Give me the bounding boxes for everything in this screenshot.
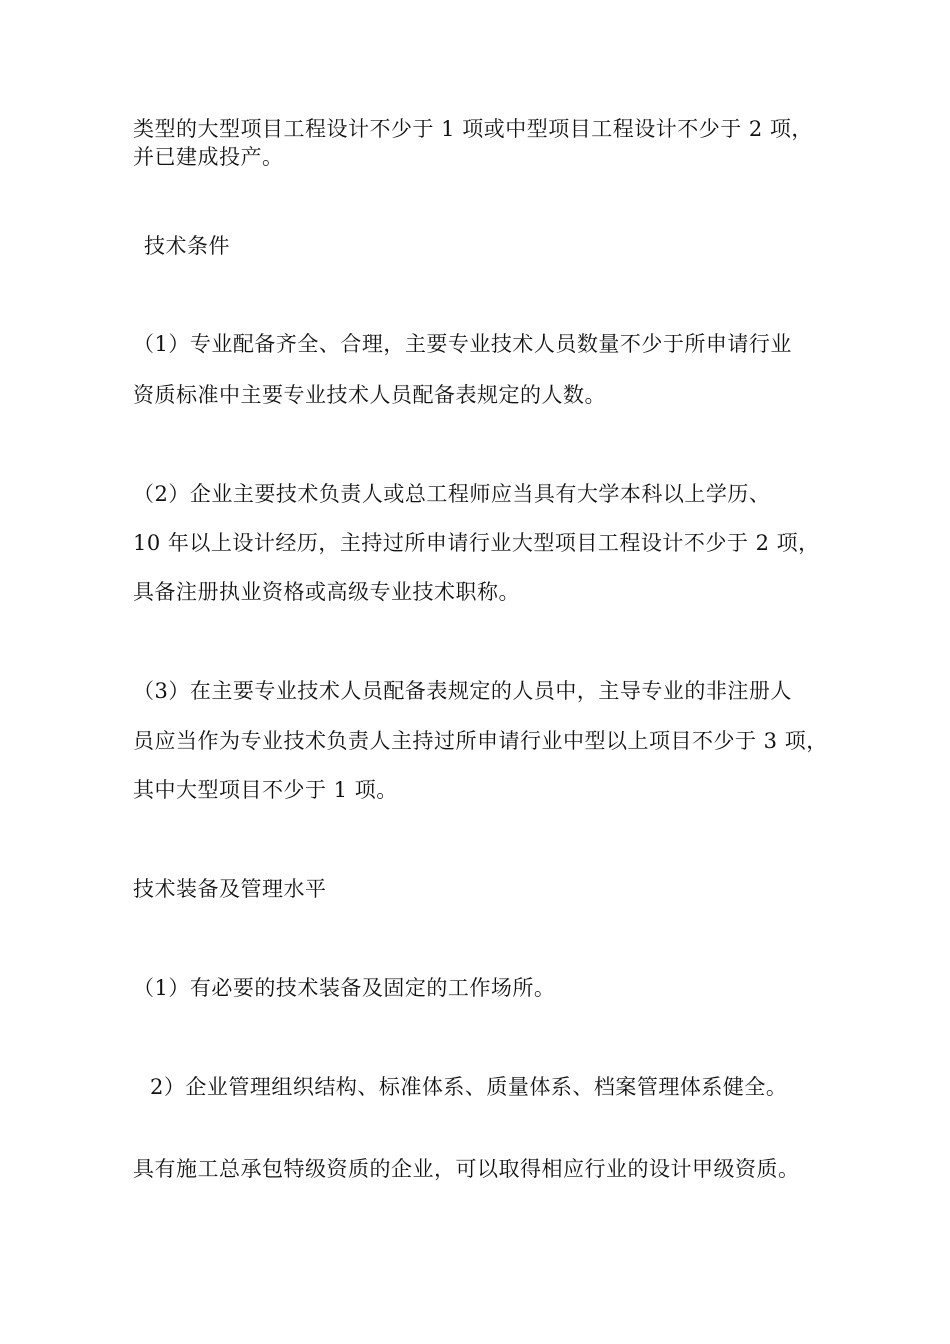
- paragraph-line: （3）在主要专业技术人员配备表规定的人员中，主导专业的非注册人: [133, 679, 792, 703]
- paragraph-line: 并已建成投产。: [133, 145, 284, 169]
- paragraph-line: 类型的大型项目工程设计不少于 1 项或中型项目工程设计不少于 2 项，: [133, 117, 813, 141]
- paragraph-line: 具备注册执业资格或高级专业技术职称。: [133, 580, 520, 604]
- paragraph-line: （2）企业主要技术负责人或总工程师应当具有大学本科以上学历、: [133, 482, 771, 506]
- paragraph-line: 员应当作为专业技术负责人主持过所申请行业中型以上项目不少于 3 项，: [133, 729, 828, 753]
- paragraph-line: 具有施工总承包特级资质的企业，可以取得相应行业的设计甲级资质。: [133, 1157, 800, 1181]
- paragraph-line: 资质标准中主要专业技术人员配备表规定的人数。: [133, 383, 606, 407]
- paragraph-line: （1）专业配备齐全、合理，主要专业技术人员数量不少于所申请行业: [133, 332, 792, 356]
- paragraph-line: 其中大型项目不少于 1 项。: [133, 778, 398, 802]
- paragraph-line: 2）企业管理组织结构、标准体系、质量体系、档案管理体系健全。: [150, 1075, 788, 1099]
- section-heading: 技术条件: [144, 234, 230, 258]
- paragraph-line: 10 年以上设计经历，主持过所申请行业大型项目工程设计不少于 2 项，: [133, 531, 820, 555]
- section-heading: 技术装备及管理水平: [133, 877, 327, 901]
- paragraph-line: （1）有必要的技术装备及固定的工作场所。: [133, 976, 556, 1000]
